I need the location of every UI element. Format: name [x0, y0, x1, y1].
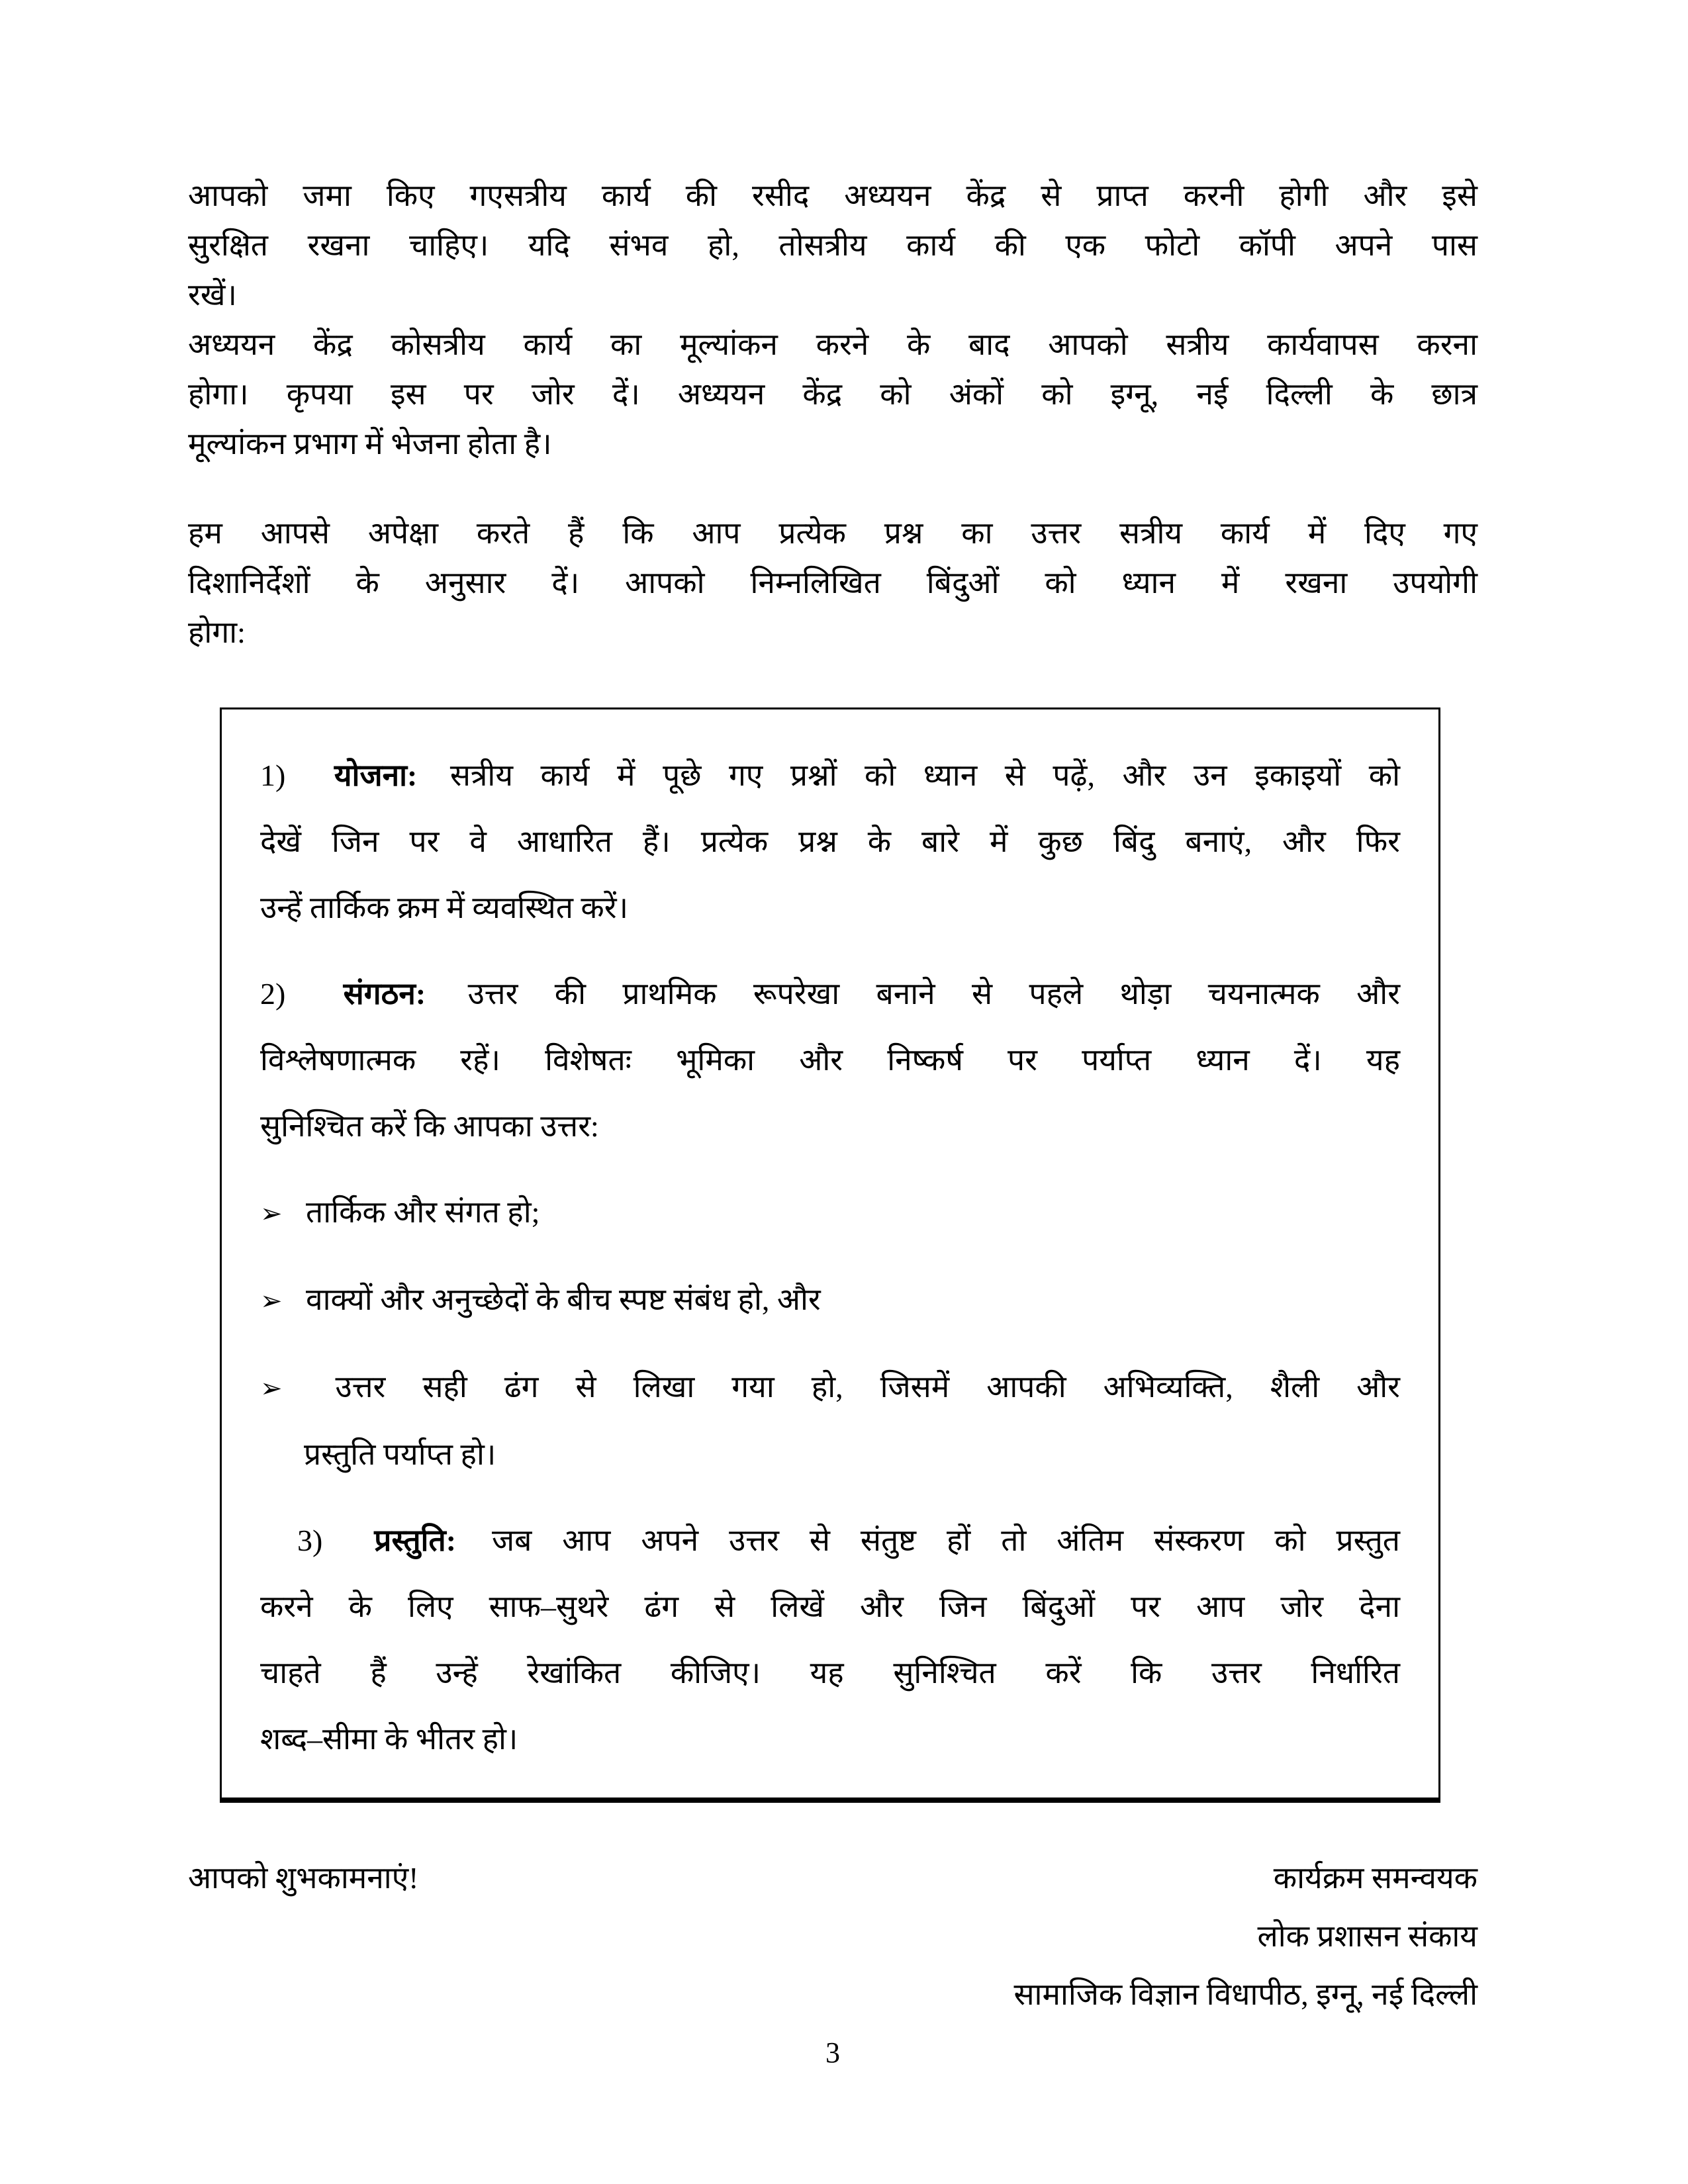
bullet-line: [260, 1267, 1400, 1334]
item-text: उत्तर की प्राथमिक रूपरेखा बनाने से पहले थोड़ा चयनात्मक और: [467, 977, 1401, 1011]
bullet-line: प्रस्तुति पर्याप्त हो।: [304, 1437, 496, 1471]
bullet-text: तार्किक और संगत हो;: [306, 1195, 540, 1229]
guideline-line: शब्द–सीमा के भीतर हो।: [260, 1722, 518, 1756]
paragraph-receipt: [188, 171, 1477, 320]
bullet-writing-style: [260, 1354, 1400, 1488]
paragraph-line: हम आपसे अपेक्षा करते हैं कि आप प्रत्येक प्रश्न का उत्तर सत्रीय कार्य में दिए गए: [188, 516, 1477, 550]
paragraph-line: मूल्यांकन प्रभाग में भेजना होता है।: [188, 427, 552, 461]
signature-school: सामाजिक विज्ञान विधापीठ, इग्नू, नई दिल्ली: [1013, 1978, 1477, 2011]
guideline-line: सुनिश्चित करें कि आपका उत्तर:: [260, 1109, 599, 1143]
arrow-bullet-icon: ➢: [260, 1199, 283, 1228]
arrow-bullet-icon: ➢: [260, 1286, 283, 1316]
item-text: सत्रीय कार्य में पूछे गए प्रश्नों को ध्यान से पढ़ें, और उन इकाइयों को: [449, 758, 1400, 792]
item-number: 1): [260, 758, 286, 792]
paragraph-line: आपको जमा किए गएसत्रीय कार्य की रसीद अध्ययन केंद्र से प्राप्त करनी होगी और इसे: [188, 179, 1477, 212]
guideline-line: चाहते हैं उन्हें रेखांकित कीजिए। यह सुनिश्चित करें कि उत्तर निर्धारित: [260, 1656, 1400, 1690]
guideline-line: विश्लेषणात्मक रहें। विशेषतः भूमिका और निष्कर्ष पर पर्याप्त ध्यान दें। यह: [260, 1043, 1400, 1077]
arrow-bullet-icon: ➢: [260, 1373, 283, 1403]
good-wishes-text: आपको शुभकामनाएं!: [188, 1861, 419, 1895]
signature-block: [1013, 1849, 1477, 2024]
item-title: प्रस्तुति:: [374, 1524, 457, 1557]
item-title: योजना:: [334, 758, 418, 792]
guideline-line: उन्हें तार्किक क्रम में व्यवस्थित करें।: [260, 891, 629, 925]
item-number: 2): [260, 977, 286, 1011]
bullet-line: [260, 1179, 1400, 1247]
guideline-line: [260, 743, 1400, 809]
item-number: 3): [297, 1524, 323, 1557]
guideline-line: [260, 961, 1400, 1027]
paragraph-line: होगा:: [188, 615, 246, 649]
bullet-connection: [260, 1267, 1400, 1334]
paragraph-expectation: [188, 508, 1477, 657]
guideline-line: [260, 1508, 1400, 1574]
page-number: 3: [825, 2036, 840, 2069]
footer: [188, 1849, 1477, 2024]
item-text: जब आप अपने उत्तर से संतुष्ट हों तो अंतिम संस्करण को प्रस्तुत: [491, 1524, 1401, 1557]
bullet-text: उत्तर सही ढंग से लिखा गया हो, जिसमें आपकी अभिव्यक्ति, शैली और: [335, 1370, 1400, 1404]
guideline-line: देखें जिन पर वे आधारित हैं। प्रत्येक प्रश्न के बारे में कुछ बिंदु बनाएं, और फिर: [260, 825, 1400, 858]
bullet-text: वाक्यों और अनुच्छेदों के बीच स्पष्ट संबंध हो, और: [306, 1283, 821, 1316]
bullet-logical: [260, 1179, 1400, 1247]
guideline-line: करने के लिए साफ–सुथरे ढंग से लिखें और जिन बिंदुओं पर आप जोर देना: [260, 1590, 1400, 1623]
bullet-line: [260, 1354, 1400, 1422]
guideline-item-organisation: [260, 961, 1400, 1160]
item-title: संगठन:: [343, 977, 426, 1011]
paragraph-line: रखें।: [188, 278, 237, 312]
paragraph-line: अध्ययन केंद्र कोसत्रीय कार्य का मूल्यांकन करने के बाद आपको सत्रीय कार्यवापस करना: [188, 328, 1477, 361]
guidelines-box: [220, 707, 1440, 1803]
signature-role: कार्यक्रम समन्वयक: [1273, 1861, 1477, 1895]
guideline-item-presentation: [260, 1508, 1400, 1772]
paragraph-line: होगा। कृपया इस पर जोर दें। अध्ययन केंद्र को अंकों को इग्नू, नई दिल्ली के छात्र: [188, 377, 1477, 411]
paragraph-line: सुरक्षित रखना चाहिए। यदि संभव हो, तोसत्रीय कार्य की एक फोटो कॉपी अपने पास: [188, 228, 1477, 262]
paragraph-evaluation: [188, 320, 1477, 469]
signature-faculty: लोक प्रशासन संकाय: [1257, 1919, 1477, 1953]
guideline-item-planning: [260, 743, 1400, 941]
paragraph-line: दिशानिर्देशों के अनुसार दें। आपको निम्नलिखित बिंदुओं को ध्यान में रखना उपयोगी: [188, 566, 1477, 600]
